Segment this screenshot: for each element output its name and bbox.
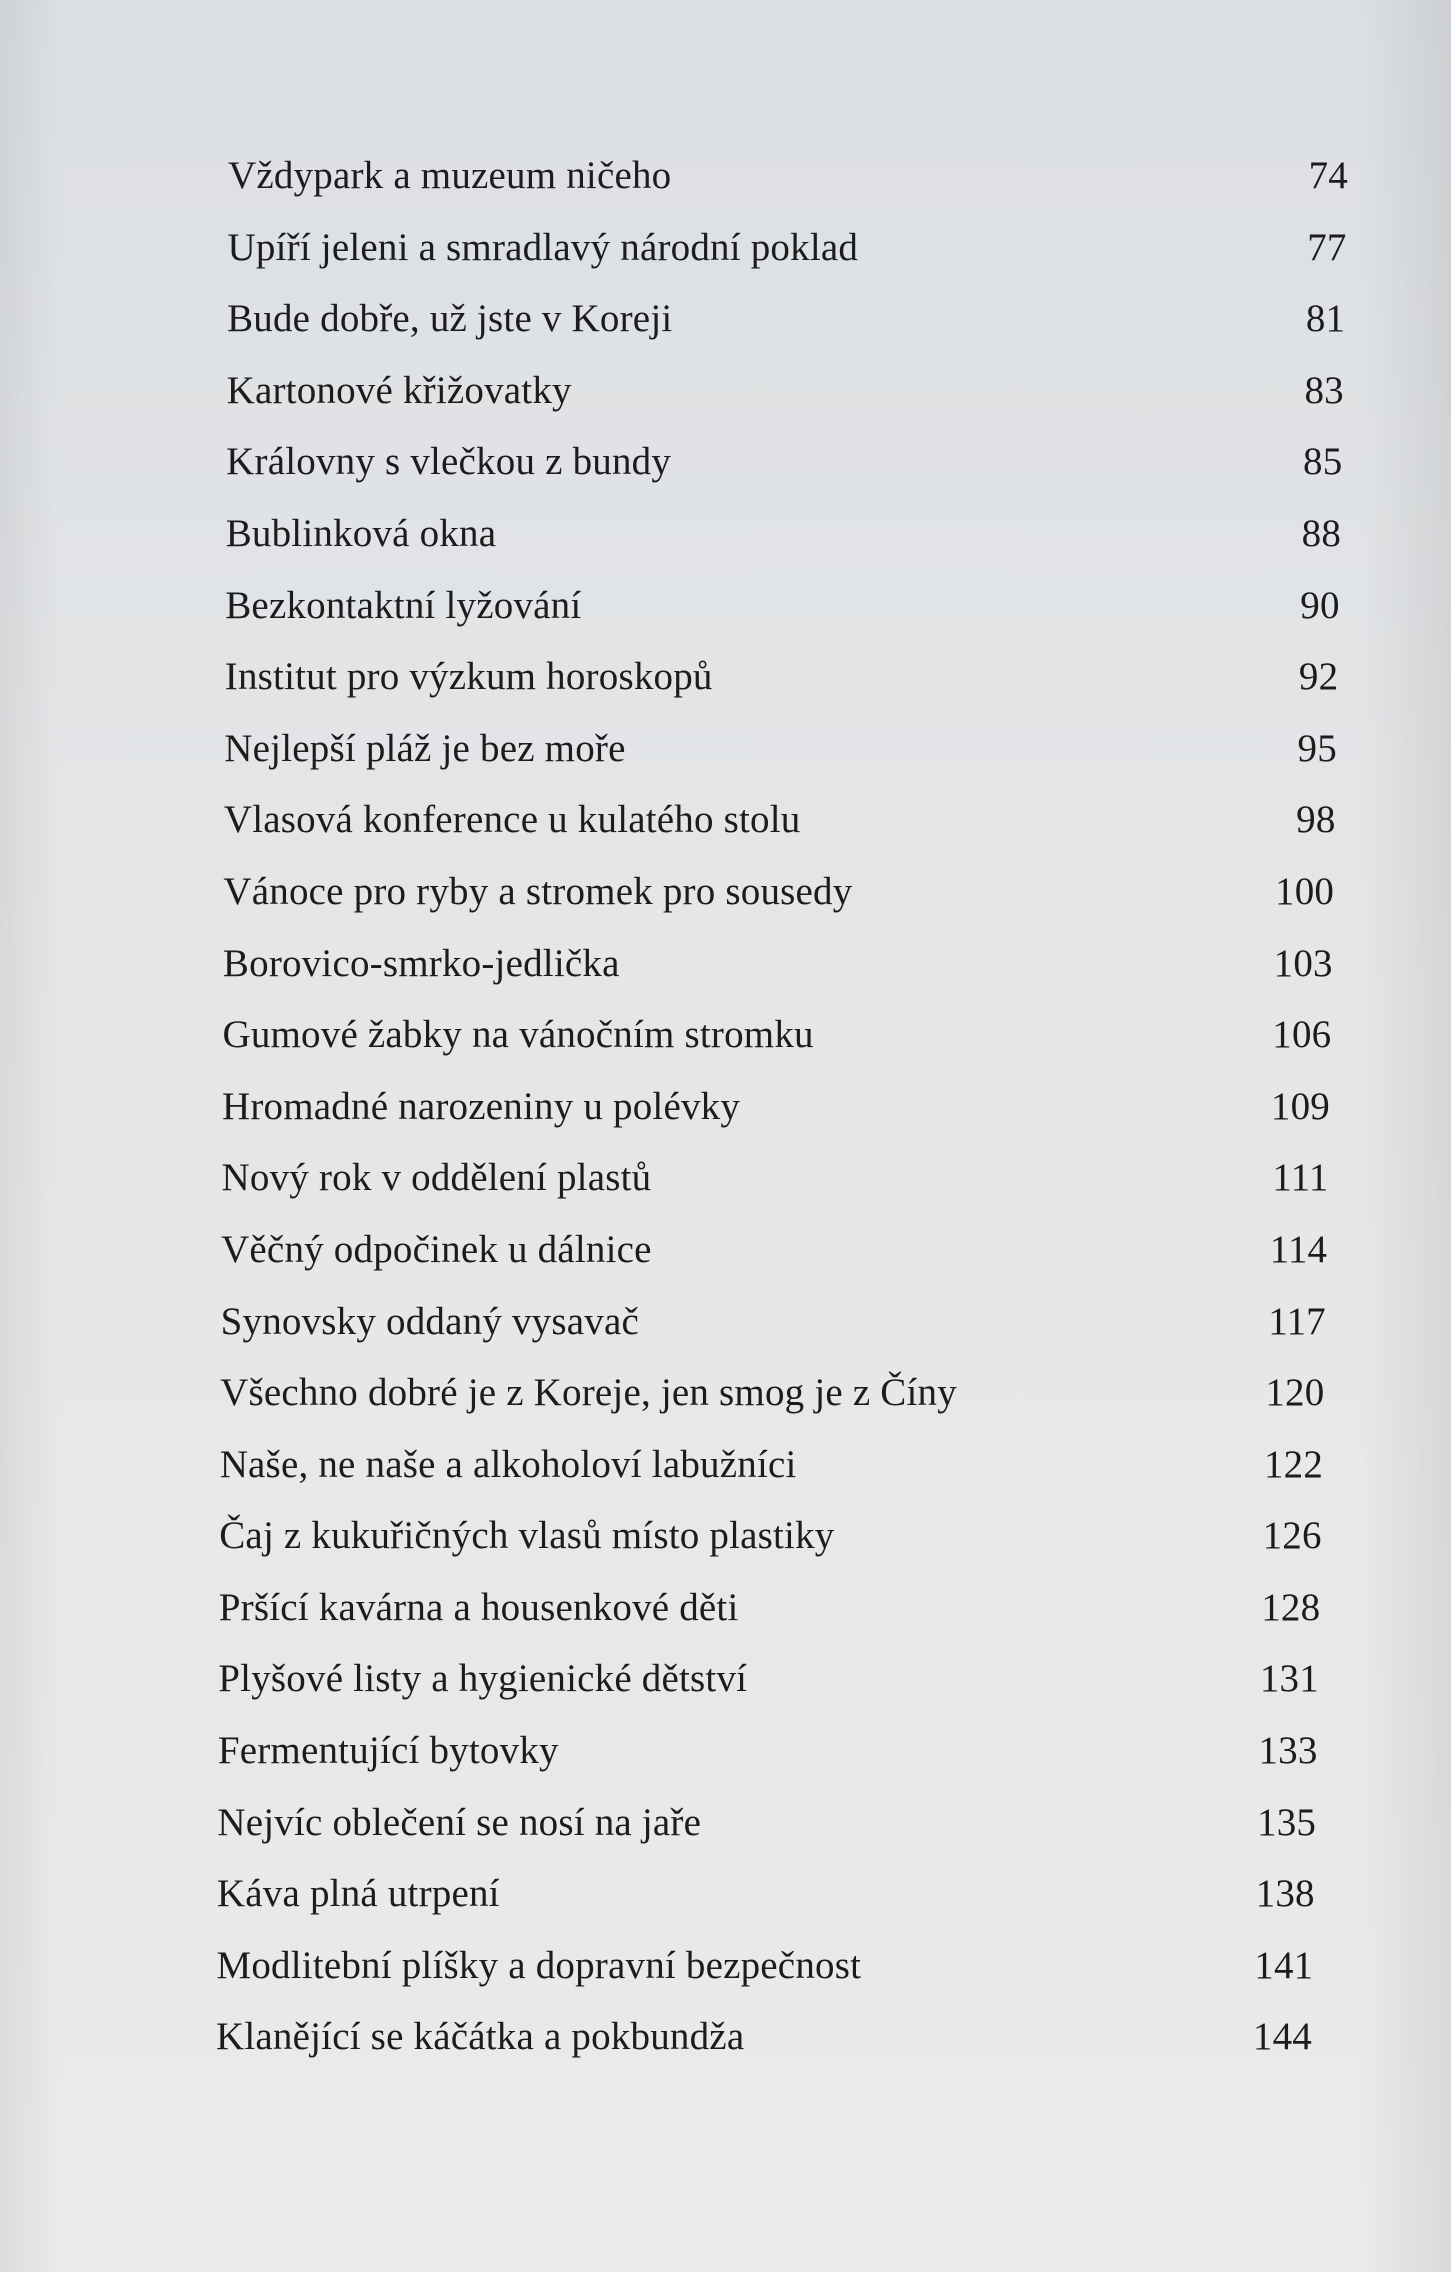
toc-entry-page-number: 103 [1273,941,1333,985]
toc-entry [0,140,1451,212]
toc-entry-title: Fermentující bytovky [217,1729,559,1773]
toc-entry-page-number: 131 [1259,1657,1319,1701]
toc-entry-title: Bublinková okna [225,511,497,555]
toc-entry-page-number: 117 [1268,1299,1326,1343]
toc-entry-page-number: 88 [1301,511,1342,555]
toc-entry-title: Nový rok v oddělení plastů [221,1156,652,1200]
toc-entry-page-number: 77 [1307,225,1347,269]
toc-entry-page-number: 122 [1263,1442,1324,1486]
toc-entry-page-number: 106 [1272,1013,1332,1057]
toc-entry-title: Hromadné narozeniny u polévky [222,1084,741,1128]
toc-entry [0,1071,1451,1143]
toc-entry [0,1286,1451,1358]
toc-entry [0,928,1451,1000]
toc-entry [0,426,1451,498]
toc-entry [0,999,1451,1071]
toc-entry [0,713,1451,785]
toc-entry-title: Klanějící se káčátka a pokbundža [216,2015,745,2059]
toc-entry [0,1429,1451,1501]
toc-entry-title: Káva plná utrpení [216,1872,500,1916]
toc-entry-title: Naše, ne naše a alkoholoví labužníci [219,1442,797,1486]
toc-entry-title: Gumové žabky na vánočním stromku [222,1013,814,1057]
toc-entry-title: Kartonové křižovatky [226,368,572,412]
toc-entry-title: Bude dobře, už jste v Koreji [227,297,673,341]
toc-entry [0,1787,1451,1859]
toc-entry [0,1715,1451,1787]
toc-entry-title: Nejlepší pláž je bez moře [224,726,626,770]
toc-entry-title: Borovico-smrko-jedlička [222,941,620,985]
toc-entry [0,641,1451,713]
toc-entry-page-number: 85 [1303,440,1343,484]
toc-entry-title: Bezkontaktní lyžování [225,583,582,627]
toc-entry-page-number: 111 [1272,1156,1329,1200]
toc-entry [0,1572,1451,1644]
toc-entry-title: Plyšové listy a hygienické dětství [218,1657,748,1701]
toc-entry-page-number: 83 [1304,368,1344,412]
toc-entry [0,1357,1451,1429]
toc-entry-page-number: 74 [1308,154,1348,197]
toc-entry-title: Věčný odpočinek u dálnice [221,1227,652,1271]
toc-entry-title: Nejvíc oblečení se nosí na jaře [217,1800,702,1844]
toc-entry-title: Vlasová konference u kulatého stolu [223,798,801,842]
toc-entry [0,1214,1451,1286]
toc-entry-page-number: 120 [1265,1371,1325,1415]
toc-entry-title: Vánoce pro ryby a stromek pro sousedy [223,869,853,913]
toc-entry-page-number: 133 [1258,1729,1318,1773]
toc-entry [0,1500,1451,1572]
toc-entry [0,2001,1451,2073]
toc-entry-page-number: 109 [1270,1084,1330,1128]
toc-entry [0,1643,1451,1715]
toc-entry-page-number: 126 [1262,1514,1322,1558]
toc-entry [0,1930,1451,2002]
toc-entry-title: Všechno dobré je z Koreje, jen smog je z Číny [220,1371,957,1415]
toc-entry-page-number: 95 [1297,726,1337,770]
toc-entry [0,212,1451,284]
toc-entry-title: Vždypark a muzeum ničeho [228,154,672,197]
toc-entry-page-number: 128 [1261,1585,1321,1629]
toc-entry-title: Pršící kavárna a housenkové děti [218,1585,739,1629]
toc-entry-page-number: 92 [1298,655,1339,699]
toc-entry-title: Čaj z kukuřičných vlasů místo plastiky [219,1514,835,1558]
toc-entry [0,355,1451,427]
toc-entry-page-number: 138 [1255,1872,1315,1916]
toc-entry [0,856,1451,928]
toc-entry-page-number: 81 [1305,297,1346,341]
table-of-contents [0,140,1451,2073]
toc-entry [0,570,1451,642]
toc-entry-page-number: 98 [1296,798,1336,842]
toc-entry-title: Institut pro výzkum horoskopů [224,655,713,699]
toc-entry-title: Upíří jeleni a smradlavý národní poklad [227,225,859,269]
toc-entry [0,1142,1451,1214]
toc-entry-page-number: 135 [1257,1800,1317,1844]
toc-entry [0,498,1451,570]
toc-entry [0,784,1451,856]
toc-entry-page-number: 144 [1252,2015,1312,2059]
toc-entry [0,1858,1451,1930]
toc-entry-page-number: 100 [1275,869,1335,913]
toc-entry-page-number: 90 [1300,583,1340,627]
toc-entry [0,283,1451,355]
toc-entry-title: Královny s vlečkou z bundy [226,440,672,484]
toc-entry-page-number: 114 [1269,1227,1328,1271]
toc-entry-title: Synovsky oddaný vysavač [220,1299,639,1343]
toc-entry-page-number: 141 [1254,1943,1314,1987]
toc-entry-title: Modlitební plíšky a dopravní bezpečnost [216,1943,862,1987]
